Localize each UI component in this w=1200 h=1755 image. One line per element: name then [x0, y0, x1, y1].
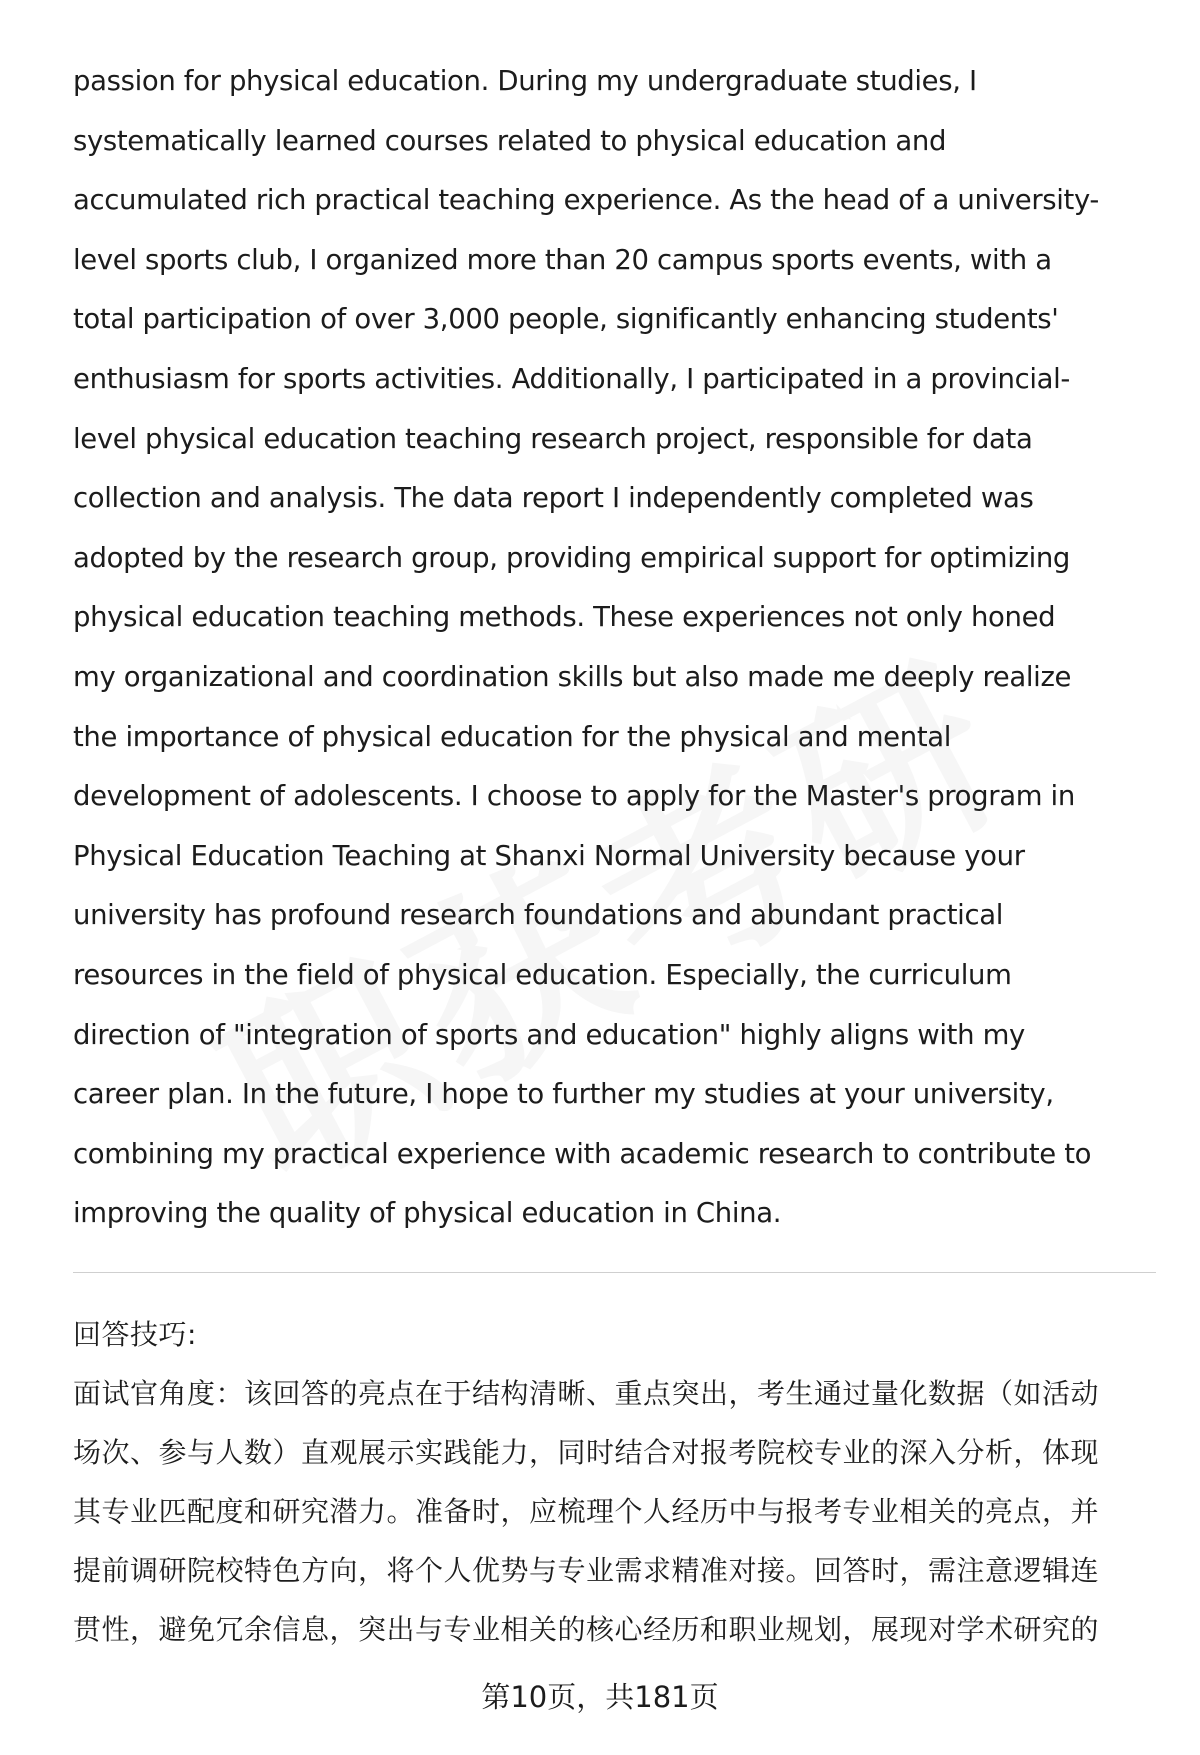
answer-line: total participation of over 3,000 people, significantly enhancing students' — [73, 303, 1059, 336]
answer-line: enthusiasm for sports activities. Additionally, I participated in a provincial- — [73, 362, 1071, 395]
tips-line: 场次、参与人数）直观展示实践能力，同时结合对报考院校专业的深入分析，体现 — [73, 1436, 1100, 1469]
answer-line: systematically learned courses related to physical education and — [73, 124, 947, 157]
answer-line: adopted by the research group, providing empirical support for optimizing — [73, 541, 1071, 574]
answer-line: career plan. In the future, I hope to further my studies at your university, — [73, 1078, 1054, 1111]
tips-heading: 回答技巧: — [73, 1318, 197, 1351]
answer-line: development of adolescents. I choose to apply for the Master's program in — [73, 780, 1075, 813]
page-number: 第10页，共181页 — [481, 1680, 719, 1714]
answer-line: combining my practical experience with academic research to contribute to — [73, 1137, 1092, 1170]
answer-line: level physical education teaching research project, responsible for data — [73, 422, 1033, 455]
answer-line: collection and analysis. The data report I independently completed was — [73, 482, 1034, 515]
answer-line: level sports club, I organized more than 20 campus sports events, with a — [73, 243, 1052, 276]
answer-line: improving the quality of physical education in China. — [73, 1197, 782, 1230]
answer-line: resources in the field of physical education. Especially, the curriculum — [73, 958, 1012, 991]
answer-line: accumulated rich practical teaching experience. As the head of a university- — [73, 184, 1100, 217]
answer-line: Physical Education Teaching at Shanxi Normal University because your — [73, 839, 1025, 872]
tips-line: 其专业匹配度和研究潜力。准备时，应梳理个人经历中与报考专业相关的亮点，并 — [73, 1495, 1100, 1528]
answer-line: my organizational and coordination skills but also made me deeply realize — [73, 660, 1072, 693]
answer-line: physical education teaching methods. These experiences not only honed — [73, 601, 1056, 634]
tips-line: 贯性，避免冗余信息，突出与专业相关的核心经历和职业规划，展现对学术研究的 — [73, 1613, 1100, 1646]
answer-tips-section — [73, 1305, 1153, 1659]
answer-line: direction of "integration of sports and education" highly aligns with my — [73, 1018, 1025, 1051]
answer-line: university has profound research foundations and abundant practical — [73, 899, 1004, 932]
section-divider — [73, 1272, 1156, 1273]
tips-line: 提前调研院校特色方向，将个人优势与专业需求精准对接。回答时，需注意逻辑连 — [73, 1554, 1100, 1587]
answer-line: passion for physical education. During my undergraduate studies, I — [73, 65, 977, 97]
answer-body — [73, 52, 1148, 1244]
answer-line: the importance of physical education for the physical and mental — [73, 720, 952, 753]
tips-line: 面试官角度：该回答的亮点在于结构清晰、重点突出，考生通过量化数据（如活动 — [73, 1377, 1100, 1410]
